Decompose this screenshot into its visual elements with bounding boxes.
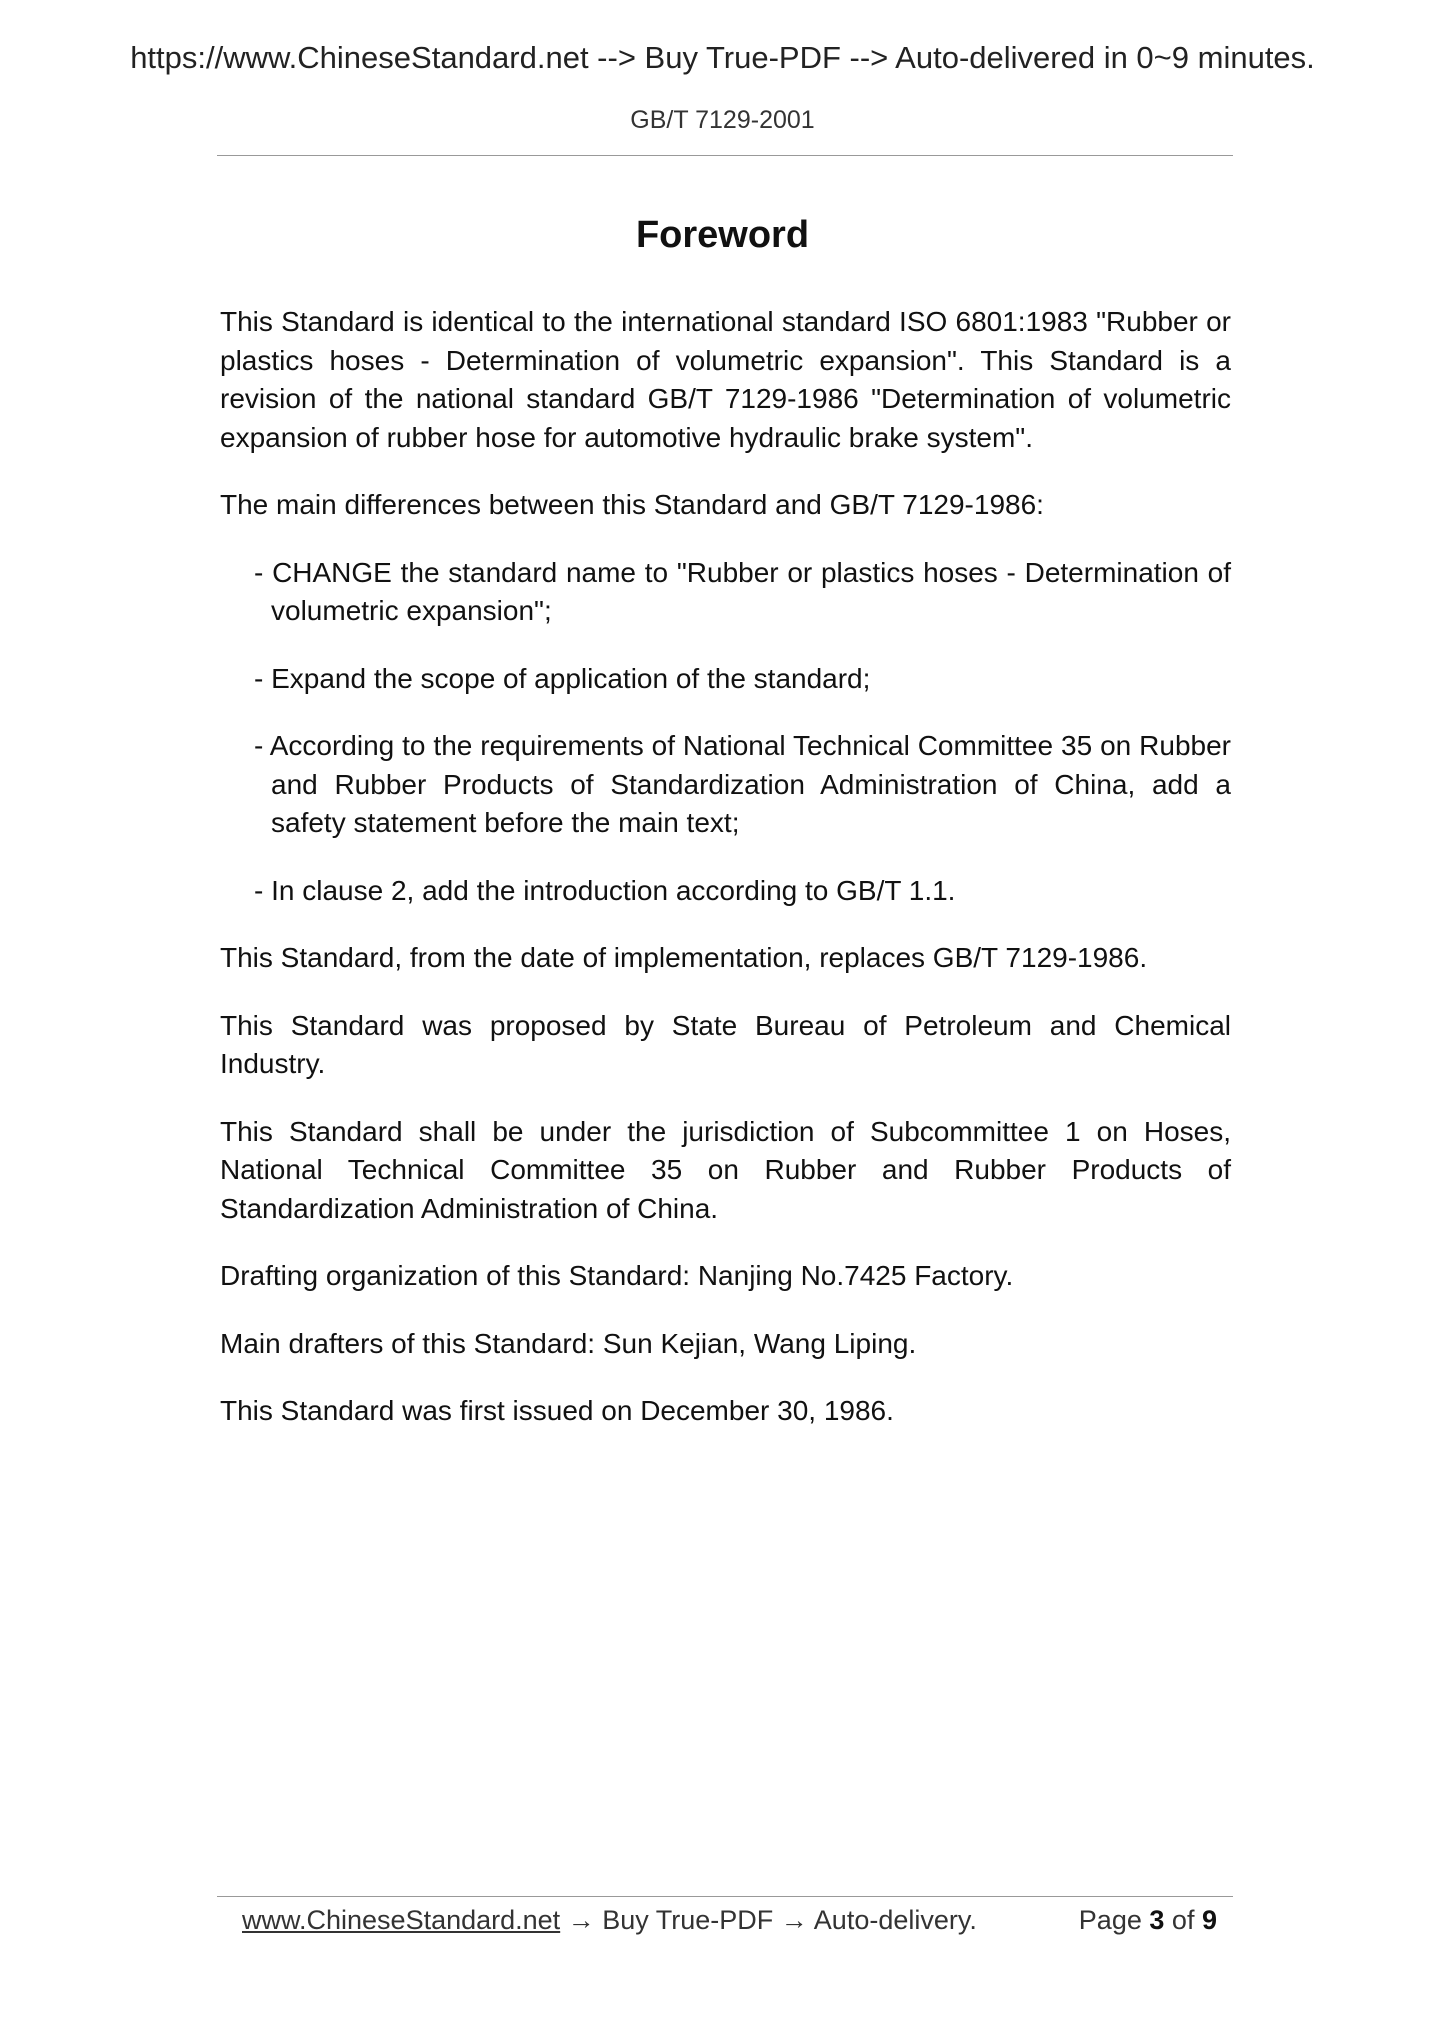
arrow-right-icon: → <box>780 1905 808 1935</box>
footer-auto-text: Auto-delivery. <box>813 1905 977 1935</box>
page-title: Foreword <box>635 214 810 256</box>
footer-divider <box>217 1896 1233 1897</box>
paragraph-drafting-org: Drafting organization of this Standard: Nanjing No.7425 Factory. <box>220 1260 1014 1291</box>
site-link[interactable]: www.ChineseStandard.net <box>242 1905 561 1935</box>
page-footer <box>242 1900 1217 1940</box>
paragraph-proposed-by: This Standard was proposed by State Bureau of Petroleum and Chemical Industry. <box>220 1009 1231 1079</box>
paragraph-differences-intro: The main differences between this Standard and GB/T 7129-1986: <box>220 489 1044 520</box>
list-item: - According to the requirements of National Technical Committee 35 on Rubber and Rubber Products of Standardization Administration of China, add a safety statement before the main text; <box>254 730 1231 838</box>
list-item: - In clause 2, add the introduction according to GB/T 1.1. <box>254 874 956 906</box>
paragraph-first-issued: This Standard was first issued on December 30, 1986. <box>220 1395 894 1426</box>
page-current: 3 <box>1149 1905 1165 1935</box>
page-total: 9 <box>1201 1905 1217 1935</box>
list-item: - Expand the scope of application of the standard; <box>254 662 871 694</box>
header-divider <box>217 155 1233 156</box>
paragraph-identity: This Standard is identical to the international standard ISO 6801:1983 "Rubber or plastics hoses - Determination of volumetric expansion". This Standard is a revision of the national standard GB/T 7129-1986 "Determination of volumetric expansion of rubber hose for automotive hydraulic brake system". <box>220 306 1231 453</box>
document-code: GB/T 7129-2001 <box>630 106 815 134</box>
paragraph-drafters: Main drafters of this Standard: Sun Kejian, Wang Liping. <box>220 1327 917 1359</box>
foreword-body <box>220 303 1231 1460</box>
arrow-right-icon: → <box>567 1905 595 1935</box>
page-label: Page <box>1078 1905 1142 1935</box>
list-item: - CHANGE the standard name to "Rubber or plastics hoses - Determination of volumetric expansion"; <box>254 556 1231 626</box>
footer-buy-text: Buy True-PDF <box>602 1905 774 1935</box>
of-label: of <box>1171 1905 1195 1935</box>
paragraph-jurisdiction: This Standard shall be under the jurisdiction of Subcommittee 1 on Hoses, National Technical Committee 35 on Rubber and Rubber Products of Standardization Administration of China. <box>220 1115 1231 1224</box>
paragraph-replaces: This Standard, from the date of implementation, replaces GB/T 7129-1986. <box>220 942 1148 973</box>
page-indicator <box>1079 1900 1217 1940</box>
top-banner: https://www.ChineseStandard.net --> Buy True-PDF --> Auto-delivered in 0~9 minutes. <box>130 40 1315 75</box>
